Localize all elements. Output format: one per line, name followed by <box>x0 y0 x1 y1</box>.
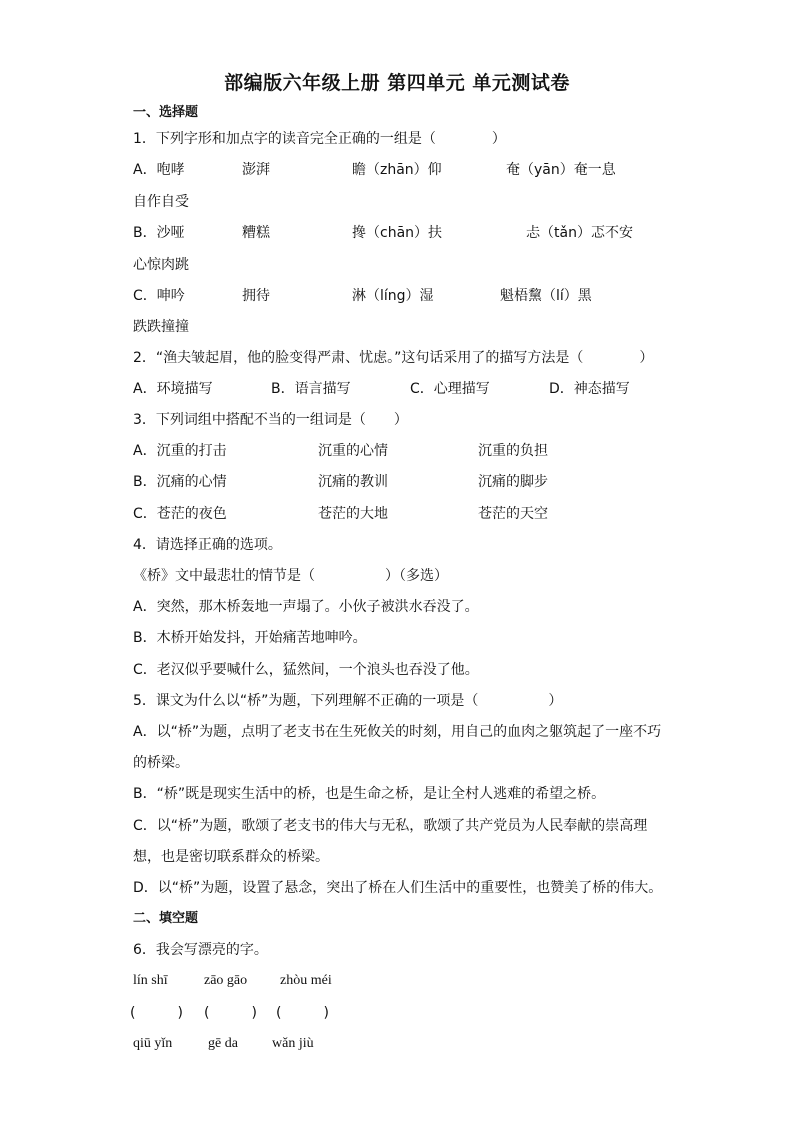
q5-option-c-line1: C．以“桥”为题，歌颂了老支书的伟大与无私，歌颂了共产党员为人民奉献的崇高理 <box>133 818 648 834</box>
question-3-stem: 3．下列词组中搭配不当的一组词是（ ） <box>133 412 408 428</box>
q5-option-b: B．“桥”既是现实生活中的桥，也是生命之桥，是让全村人逃难的希望之桥。 <box>133 786 606 802</box>
q1-option-a-4: 奄（yān）奄一息 <box>506 162 616 178</box>
q1-option-b-1: B．沙哑 <box>133 225 185 241</box>
q1-option-b-3: 搀（chān）扶 <box>352 225 443 241</box>
q4-option-a: A．突然，那木桥轰地一声塌了。小伙子被洪水吞没了。 <box>133 599 479 615</box>
q1-option-c-2: 拥待 <box>242 288 270 304</box>
q4-option-b: B．木桥开始发抖，开始痛苦地呻吟。 <box>133 630 367 646</box>
q5-option-d: D．以“桥”为题，设置了悬念，突出了桥在人们生活中的重要性，也赞美了桥的伟大。 <box>133 880 663 896</box>
pinyin-qiu-yin: qiū yǐn <box>133 1036 173 1051</box>
question-2-stem: 2．“渔夫皱起眉，他的脸变得严肃、忧虑。”这句话采用了的描写方法是（ ） <box>133 350 654 366</box>
q1-option-a-5: 自作自受 <box>133 194 189 210</box>
q1-option-a-2: 澎湃 <box>242 162 270 178</box>
q3-option-a-2: 沉重的心情 <box>318 443 388 459</box>
page-title: 部编版六年级上册 第四单元 单元测试卷 <box>224 72 570 94</box>
answer-blank-2[interactable]: ( ) <box>204 1005 257 1021</box>
question-4-stem: 4．请选择正确的选项。 <box>133 537 282 553</box>
answer-blank-1[interactable]: ( ) <box>130 1005 183 1021</box>
q2-option-d: D．神态描写 <box>549 381 630 397</box>
q3-option-c-3: 苍茫的天空 <box>478 506 548 522</box>
q2-option-b: B．语言描写 <box>271 381 351 397</box>
q3-option-b-2: 沉痛的教训 <box>318 474 388 490</box>
q1-option-a-3: 瞻（zhān）仰 <box>352 162 442 178</box>
q3-option-c-1: C．苍茫的夜色 <box>133 506 227 522</box>
q5-option-c-line2: 想，也是密切联系群众的桥梁。 <box>133 849 329 865</box>
question-6-stem: 6．我会写漂亮的字。 <box>133 942 268 958</box>
section-heading-fill: 二、填空题 <box>133 911 199 926</box>
q1-option-b-5: 心惊肉跳 <box>133 257 189 273</box>
pinyin-zao-gao: zāo gāo <box>204 973 248 988</box>
q1-option-c-3: 淋（líng）湿 <box>352 288 434 304</box>
q3-option-b-1: B．沉痛的心情 <box>133 474 227 490</box>
pinyin-zhou-mei: zhòu méi <box>280 973 332 988</box>
q2-option-c: C．心理描写 <box>410 381 490 397</box>
q3-option-b-3: 沉痛的脚步 <box>478 474 548 490</box>
pinyin-ge-da: gē da <box>208 1036 238 1051</box>
question-4-subquestion: 《桥》文中最悲壮的情节是（ ）（多选） <box>133 568 448 584</box>
answer-blank-3[interactable]: ( ) <box>276 1005 329 1021</box>
q4-option-c: C．老汉似乎要喊什么，猛然间，一个浪头也吞没了他。 <box>133 662 479 678</box>
q5-option-a-line1: A．以“桥”为题，点明了老支书在生死攸关的时刻，用自己的血肉之躯筑起了一座不巧 <box>133 724 662 740</box>
q1-option-c-4: 魁梧黧（lí）黑 <box>500 288 592 304</box>
q1-option-a-1: A．咆哮 <box>133 162 185 178</box>
q3-option-a-1: A．沉重的打击 <box>133 443 227 459</box>
q1-option-b-2: 糟糕 <box>242 225 270 241</box>
q2-option-a: A．环境描写 <box>133 381 213 397</box>
pinyin-wan-jiu: wǎn jiù <box>272 1036 314 1051</box>
question-1-stem: 1．下列字形和加点字的读音完全正确的一组是（ ） <box>133 131 506 147</box>
pinyin-lin-shi: lín shī <box>133 973 168 988</box>
q3-option-a-3: 沉重的负担 <box>478 443 548 459</box>
q5-option-a-line2: 的桥梁。 <box>133 755 189 771</box>
question-5-stem: 5．课文为什么以“桥”为题，下列理解不正确的一项是（ ） <box>133 693 563 709</box>
q1-option-c-5: 跌跌撞撞 <box>133 319 189 335</box>
q3-option-c-2: 苍茫的大地 <box>318 506 388 522</box>
q1-option-c-1: C．呻吟 <box>133 288 185 304</box>
q1-option-b-4: 忐（tǎn）忑不安 <box>526 225 633 241</box>
section-heading-choice: 一、选择题 <box>133 105 199 120</box>
